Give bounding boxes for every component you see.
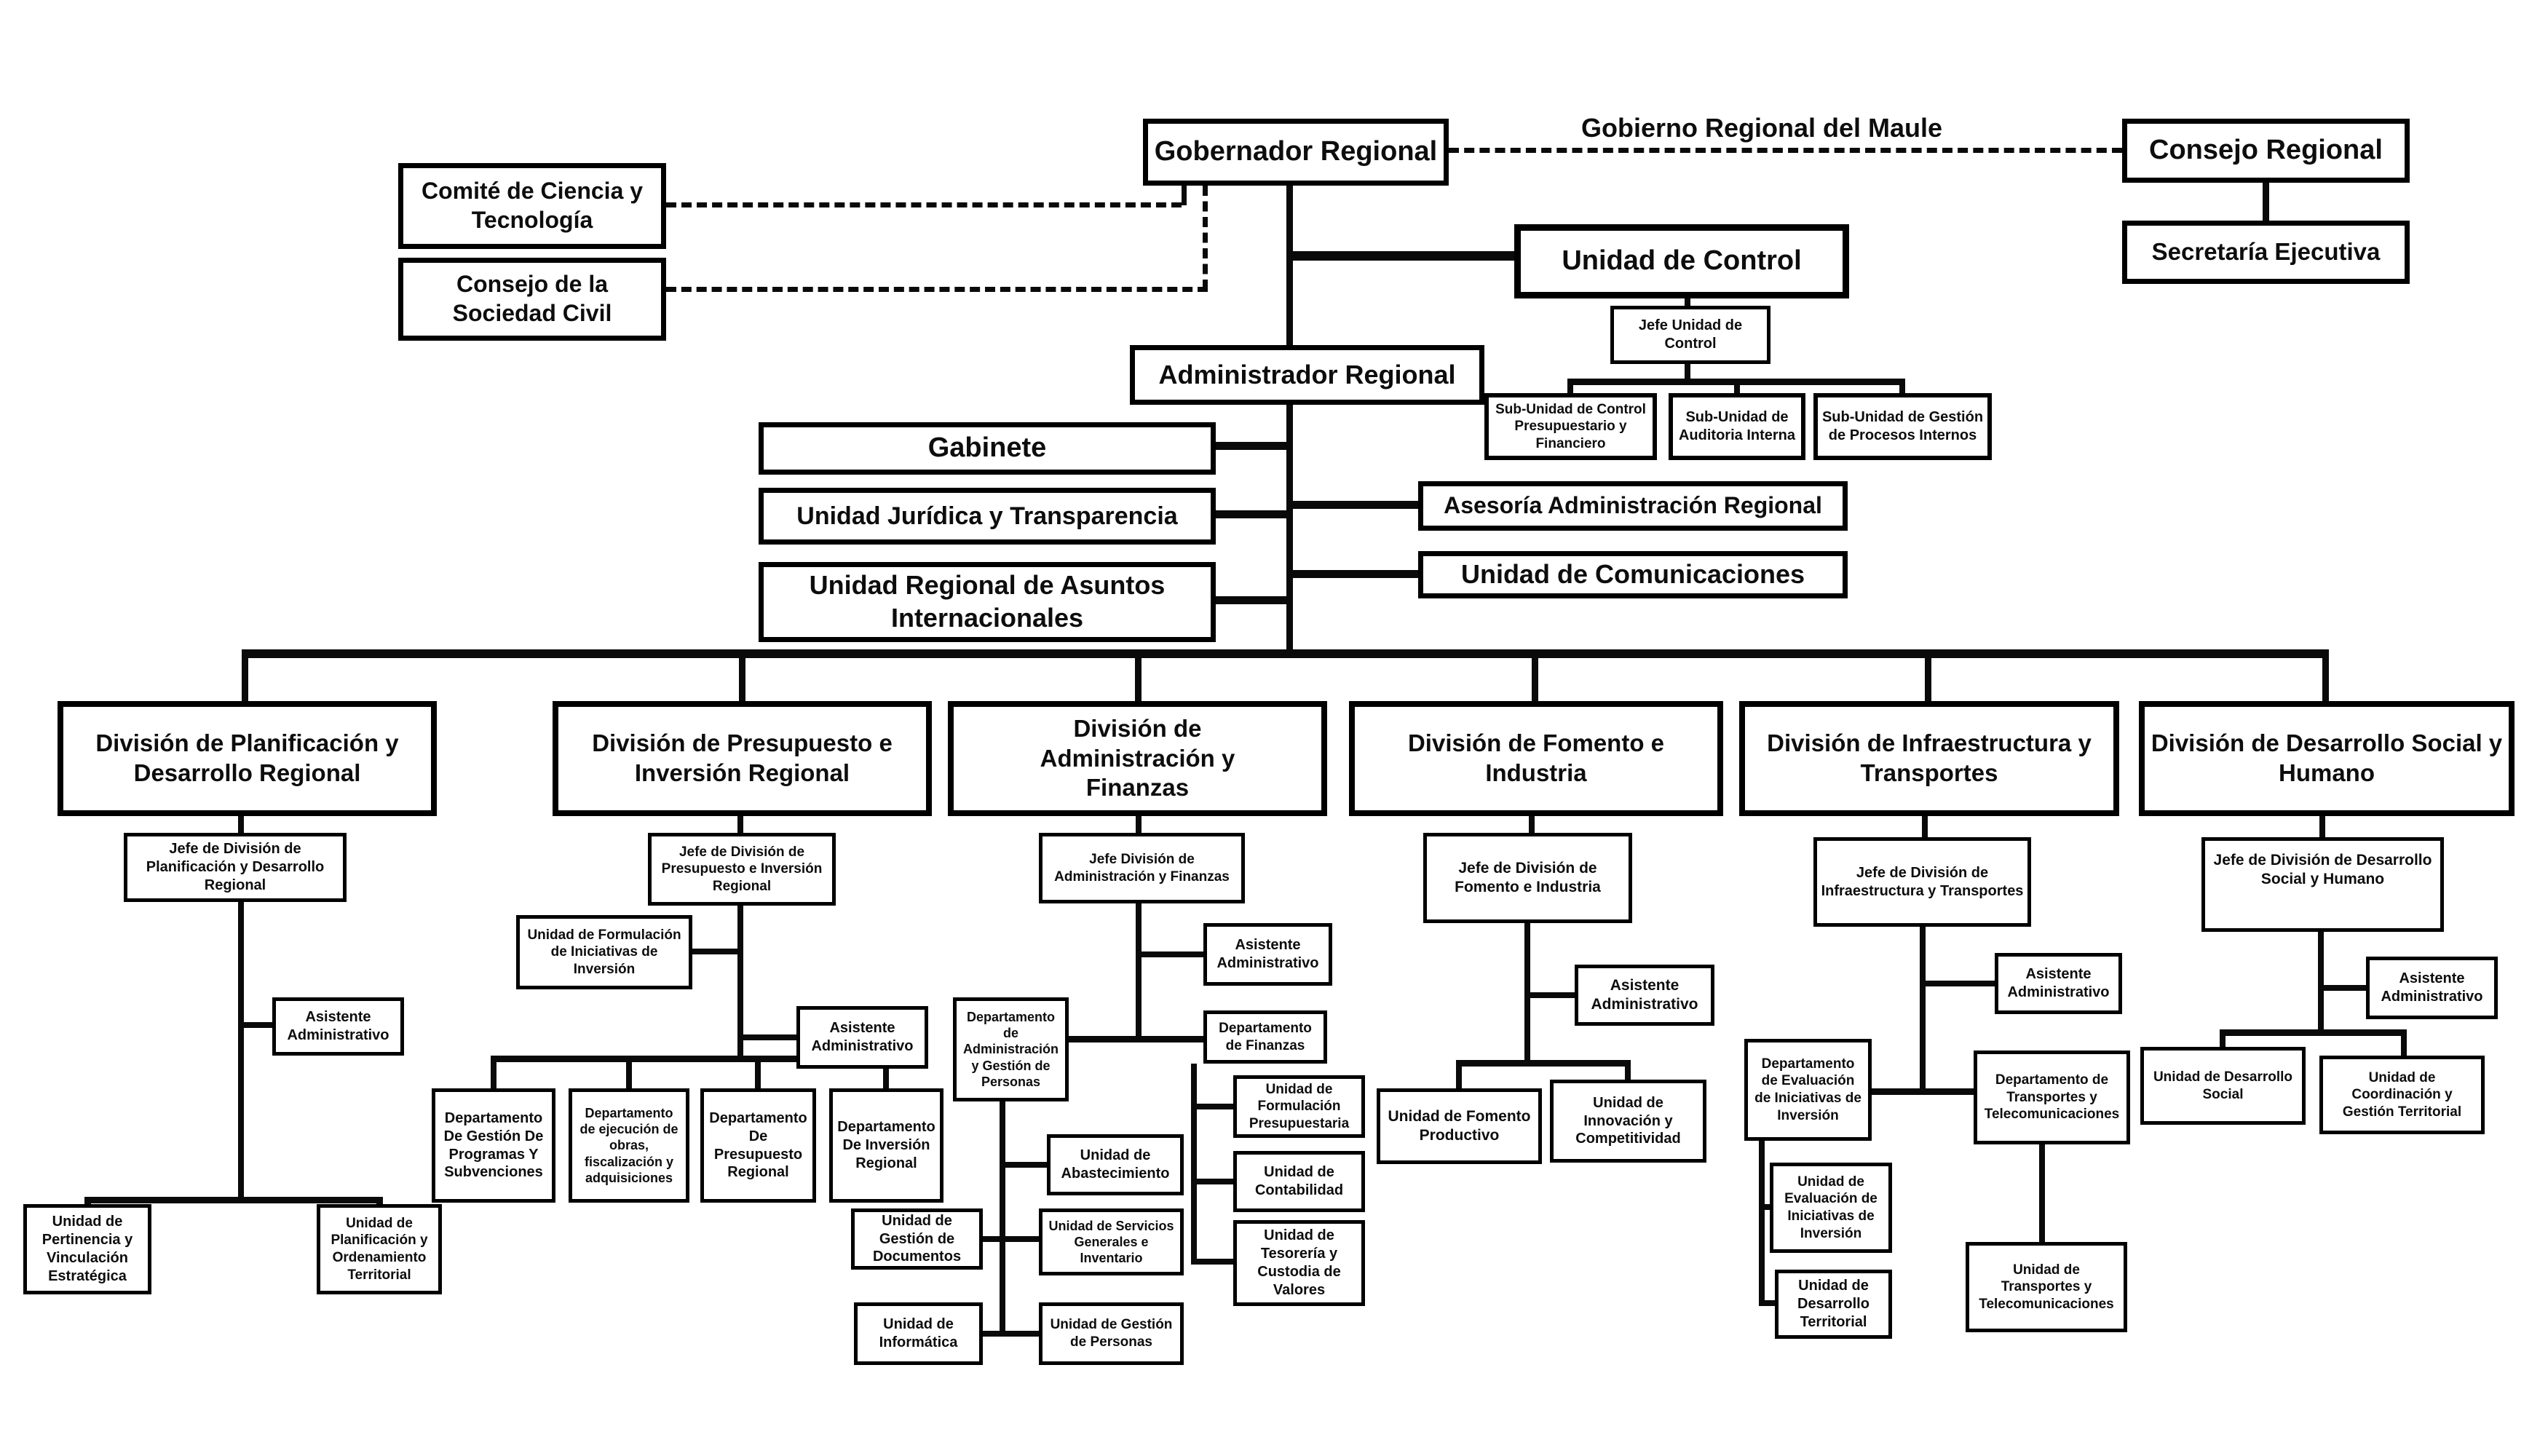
org-box-jefe-unidad-control: Jefe Unidad de Control [1610,306,1770,364]
org-box-gobernador-regional: Gobernador Regional [1143,119,1449,186]
connector-line [2220,1029,2407,1036]
connector-line [242,649,248,703]
connector-line [626,1056,632,1091]
org-box-jefe-division-presupuesto: Jefe de División de Presupuesto e Inversión Regional [648,833,836,906]
org-box-jefe-division-administracion-finanzas: Jefe División de Administración y Finanzas [1039,833,1245,903]
connector-line [242,1022,274,1028]
org-box-sub-unidad-auditoria-interna: Sub-Unidad de Auditoria Interna [1669,393,1805,460]
org-box-division-administracion-finanzas: División de Administración y Finanzas [948,701,1327,816]
org-box-division-presupuesto: División de Presupuesto e Inversión Regional [553,701,932,816]
org-box-unidad-innovacion-competitividad: Unidad de Innovación y Competitividad [1550,1080,1706,1163]
connector-line [1002,1236,1040,1242]
org-box-departamento-administracion-personas: Departamento de Administración y Gestión de Personas [953,997,1069,1101]
org-box-departamento-presupuesto-regional: Departamento De Presupuesto Regional [700,1088,816,1203]
connector-line [1920,927,1926,1095]
org-box-consejo-sociedad-civil: Consejo de la Sociedad Civil [398,258,666,341]
connector-line [1213,442,1293,450]
dashed-connector-line [1182,186,1187,205]
org-box-unidad-desarrollo-territorial: Unidad de Desarrollo Territorial [1775,1270,1892,1339]
connector-line [742,1034,798,1040]
org-box-unidad-transportes-telecomunicaciones: Unidad de Transportes y Telecomunicaciones [1966,1242,2127,1332]
connector-line [1286,186,1293,654]
connector-line [491,1056,496,1091]
connector-line [1762,1300,1776,1306]
connector-line [2401,1029,2407,1059]
org-box-unidad-coordinacion-gestion-territorial: Unidad de Coordinación y Gestión Territorial [2319,1056,2485,1134]
connector-line [2039,1144,2045,1245]
org-box-jefe-division-desarrollo-social: Jefe de División de Desarrollo Social y Humano [2201,837,2444,932]
org-box-departamento-transportes-telecomunicaciones: Departamento de Transportes y Telecomunicaciones [1974,1051,2130,1144]
connector-line [1002,1331,1040,1337]
connector-line [1136,902,1142,1042]
dashed-connector-line [666,202,1182,207]
org-box-asistente-administrativo-fomento: Asistente Administrativo [1575,965,1714,1026]
connector-line [1135,649,1142,703]
org-box-unidad-tesoreria: Unidad de Tesorería y Custodia de Valores [1233,1220,1365,1306]
org-box-departamento-ejecucion-obras: Departamento de ejecución de obras, fiscalización y adquisiciones [569,1088,689,1203]
org-box-gabinete: Gabinete [759,422,1216,475]
org-box-unidad-gestion-documentos: Unidad de Gestión de Documentos [851,1208,983,1270]
org-box-unidad-desarrollo-social: Unidad de Desarrollo Social [2140,1047,2306,1125]
connector-line [691,949,739,954]
org-box-departamento-evaluacion-iniciativas: Departamento de Evaluación de Iniciativas de Inversión [1744,1039,1872,1141]
org-box-unidad-comunicaciones: Unidad de Comunicaciones [1418,551,1848,598]
connector-line [1194,1179,1235,1184]
org-box-unidad-gestion-personas: Unidad de Gestión de Personas [1039,1302,1184,1365]
org-box-unidad-planificacion-ordenamiento: Unidad de Planificación y Ordenamiento Territorial [317,1204,442,1294]
connector-line [1527,992,1576,998]
connector-line [1293,251,1514,261]
dashed-connector-line [1449,148,2122,153]
org-box-unidad-formulacion-presupuestaria: Unidad de Formulación Presupuestaria [1233,1075,1365,1138]
connector-line [1136,816,1142,834]
connector-line [981,1236,1002,1242]
connector-line [2322,649,2329,703]
connector-line [2263,183,2269,222]
connector-line [755,1056,761,1091]
org-box-unidad-servicios-generales: Unidad de Servicios Generales e Inventario [1039,1208,1184,1275]
connector-line [1759,1141,1765,1306]
org-box-unidad-de-control: Unidad de Control [1514,224,1849,298]
connector-line [2318,932,2324,1035]
connector-line [739,649,745,703]
connector-line [1293,501,1421,509]
connector-line [243,649,2328,658]
org-box-jefe-division-planificacion: Jefe de División de Planificación y Desarrollo Regional [124,833,347,902]
org-box-division-fomento-industria: División de Fomento e Industria [1349,701,1723,816]
org-box-asesoria-administracion-regional: Asesoría Administración Regional [1418,481,1848,531]
chart-title: Gobierno Regional del Maule [1580,113,1943,143]
connector-line [1194,1259,1235,1265]
org-box-division-planificacion: División de Planificación y Desarrollo Regional [58,701,437,816]
connector-line [1899,379,1905,395]
connector-line [1213,510,1293,518]
connector-line [1000,1101,1005,1335]
connector-line [1567,379,1573,395]
connector-line [1194,1104,1235,1109]
connector-line [1067,1036,1206,1042]
org-box-unidad-informatica: Unidad de Informática [854,1302,983,1365]
org-box-asistente-administrativo-infraestructura: Asistente Administrativo [1995,953,2122,1014]
connector-line [1213,596,1293,604]
connector-line [1922,816,1928,839]
connector-line [1293,570,1421,578]
connector-line [1532,649,1538,703]
org-box-unidad-fomento-productivo: Unidad de Fomento Productivo [1377,1088,1542,1164]
connector-line [1191,1064,1197,1265]
org-box-division-infraestructura-transportes: División de Infraestructura y Transportes [1739,701,2119,816]
connector-line [981,1331,1002,1337]
connector-line [1456,1060,1462,1090]
org-box-unidad-asuntos-internacionales: Unidad Regional de Asuntos Internacionales [759,562,1216,642]
connector-line [1734,379,1740,395]
org-box-division-desarrollo-social-humano: División de Desarrollo Social y Humano [2139,701,2515,816]
org-box-departamento-finanzas: Departamento de Finanzas [1203,1010,1327,1064]
connector-line [2321,985,2367,991]
connector-line [737,816,743,834]
org-box-unidad-contabilidad: Unidad de Contabilidad [1233,1151,1365,1212]
org-box-sub-unidad-gestion-procesos: Sub-Unidad de Gestión de Procesos Internos [1813,393,1992,460]
connector-line [1870,1088,1977,1095]
org-box-comite-ciencia-tecnologia: Comité de Ciencia y Tecnología [398,163,666,249]
org-box-asistente-administrativo-presupuesto: Asistente Administrativo [796,1006,928,1069]
dashed-connector-line [1203,186,1208,290]
connector-line [1139,951,1206,957]
org-box-unidad-pertinencia-vinculacion: Unidad de Pertinencia y Vinculación Estratégica [23,1204,151,1294]
connector-line [84,1197,383,1203]
org-box-administrador-regional: Administrador Regional [1130,345,1484,405]
dashed-connector-line [666,287,1208,292]
org-box-jefe-division-fomento: Jefe de División de Fomento e Industria [1423,833,1632,923]
connector-line [238,901,244,1203]
org-box-unidad-juridica-transparencia: Unidad Jurídica y Transparencia [759,488,1216,545]
org-box-unidad-abastecimiento: Unidad de Abastecimiento [1047,1134,1184,1195]
org-box-asistente-administrativo-finanzas: Asistente Administrativo [1203,923,1332,986]
org-box-secretaria-ejecutiva: Secretaría Ejecutiva [2122,221,2410,284]
org-box-departamento-gestion-programas: Departamento De Gestión De Programas Y Subvenciones [432,1088,555,1203]
connector-line [1923,981,1995,986]
org-box-jefe-division-infraestructura: Jefe de División de Infraestructura y Transportes [1813,837,2031,927]
connector-line [1002,1162,1048,1168]
org-box-sub-unidad-control-presupuestario: Sub-Unidad de Control Presupuestario y Financiero [1484,393,1657,460]
connector-line [1625,1060,1631,1081]
connector-line [238,816,244,834]
org-box-asistente-administrativo-desarrollo: Asistente Administrativo [2366,957,2498,1019]
connector-line [2319,816,2325,839]
org-box-unidad-evaluacion-iniciativas: Unidad de Evaluación de Iniciativas de Inversión [1770,1163,1892,1253]
org-box-consejo-regional: Consejo Regional [2122,119,2410,183]
connector-line [1529,816,1535,834]
org-box-asistente-administrativo-planificacion: Asistente Administrativo [272,997,404,1056]
connector-line [1925,649,1931,703]
connector-line [1456,1060,1631,1067]
org-box-departamento-inversion-regional: Departamento De Inversión Regional [829,1088,943,1203]
org-box-unidad-formulacion-iniciativas: Unidad de Formulación de Iniciativas de Inversión [516,915,692,989]
